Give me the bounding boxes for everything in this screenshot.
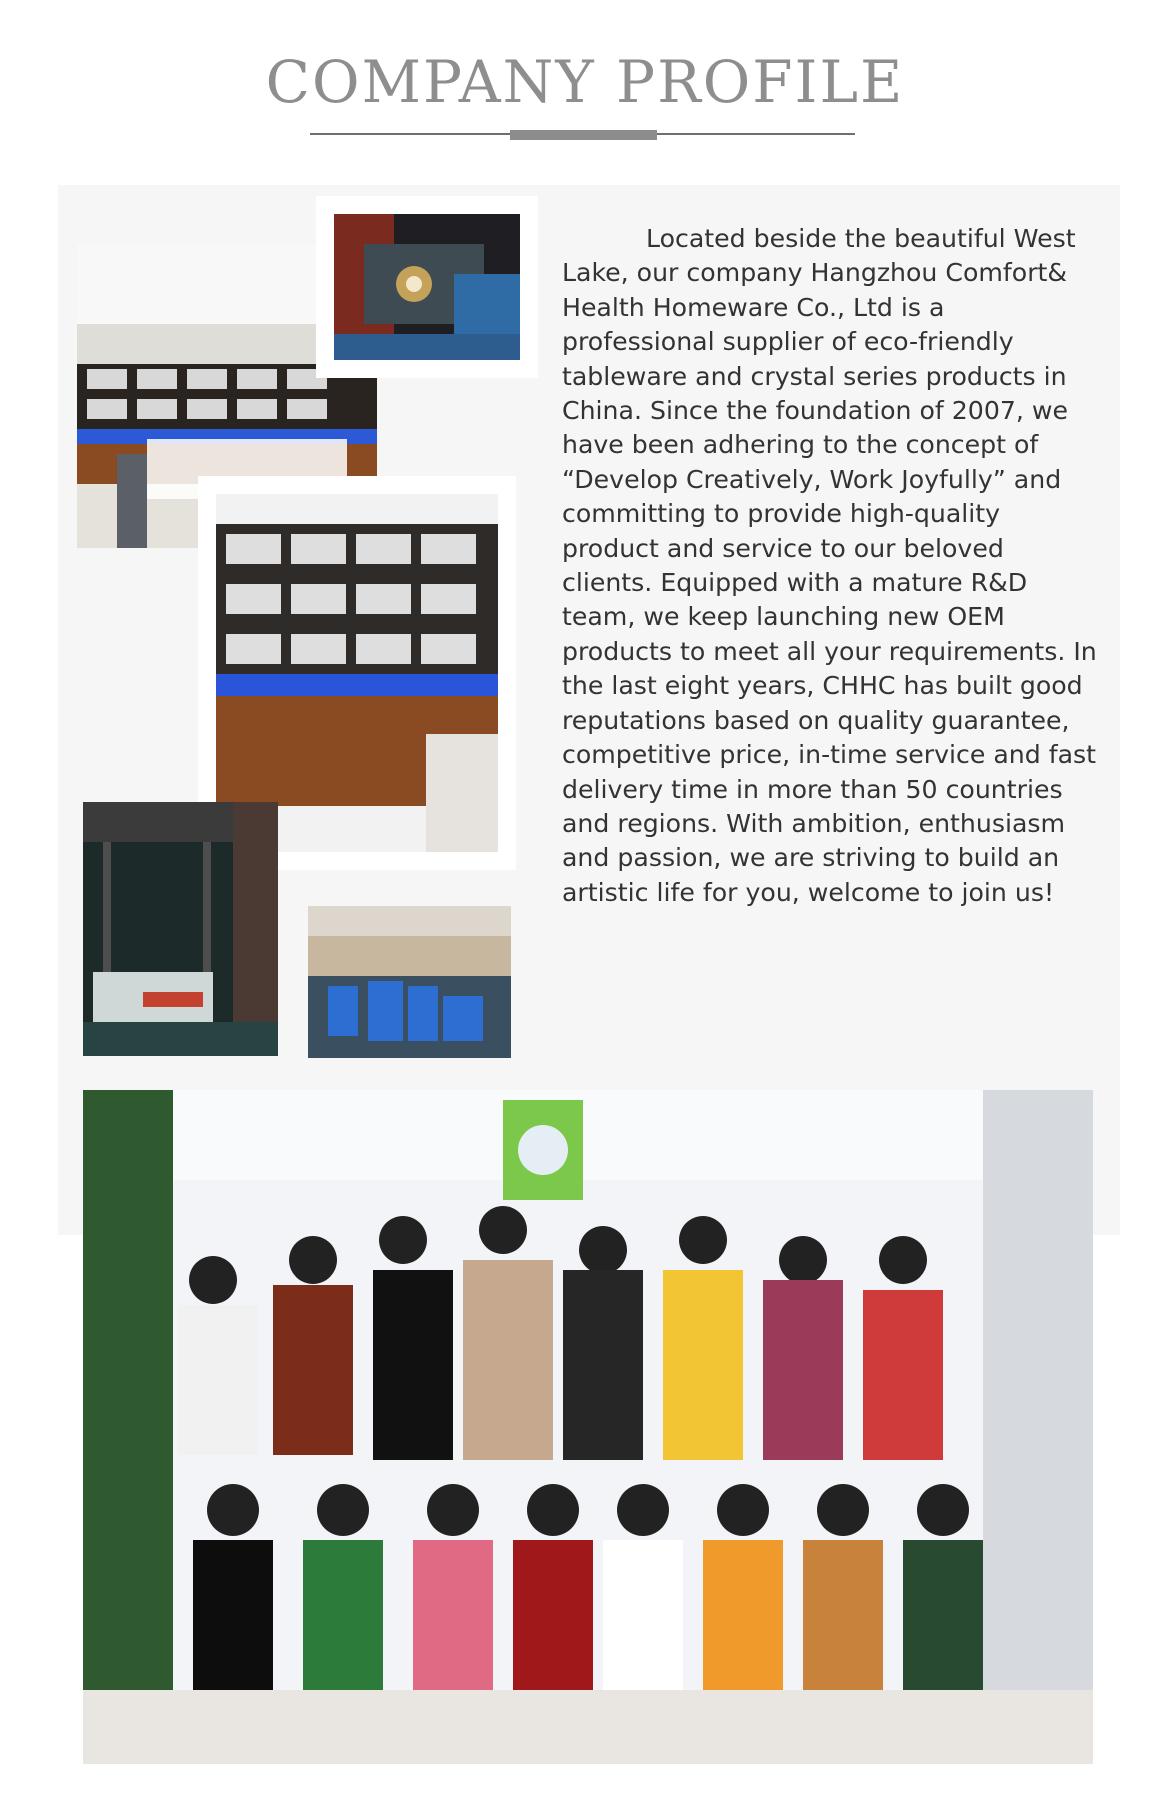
production-line-photo <box>83 802 278 1056</box>
title-divider-accent <box>510 130 657 140</box>
company-description-text: Located beside the beautiful West Lake, our company Hangzhou Comfort& Health Homeware Co., Ltd is a professional supplier of eco-friendly tableware and crystal series products in China. Since the foundation of 2007, we have been adhering to the concept of “Develop Creatively, Work Joyfully” and committing to provide high-quality product and service to our beloved clients. Equipped with a mature R&D team, we keep launching new OEM products to meet all your requirements. In the last eight years, CHHC has built good reputations based on quality guarantee, competitive price, in-time service and fast delivery time in more than 50 countries and regions. With ambition, enthusiasm and passion, we are striving to build an artistic life for you, welcome to join us! <box>562 224 1097 907</box>
warehouse-photo <box>308 906 511 1058</box>
machine-photo <box>316 196 538 378</box>
company-description <box>562 222 1102 910</box>
team-group-photo <box>83 1090 1093 1764</box>
page-title: COMPANY PROFILE <box>265 48 905 116</box>
